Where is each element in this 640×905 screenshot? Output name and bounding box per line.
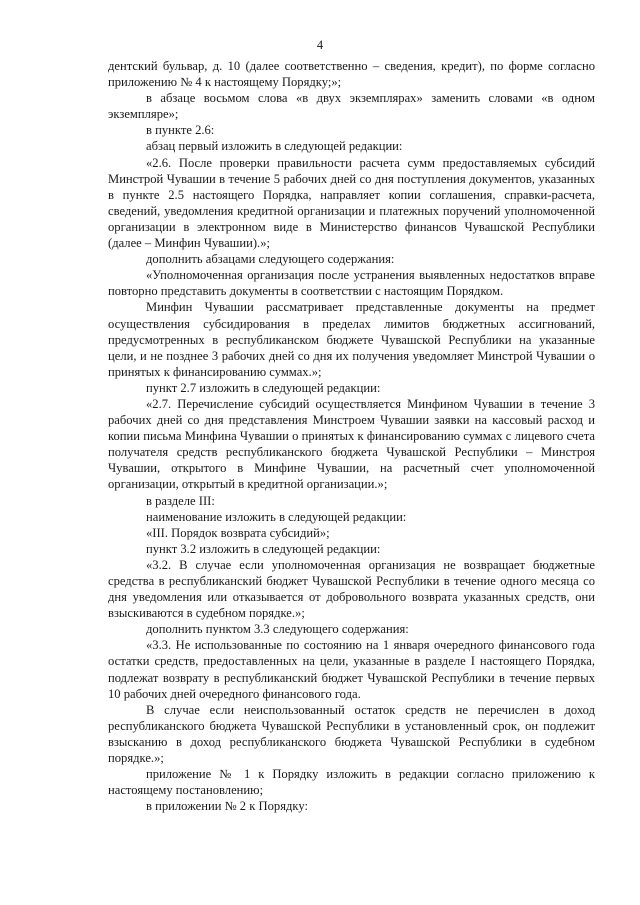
paragraph: дополнить пунктом 3.3 следующего содержания: <box>146 622 409 637</box>
paragraph: наименование изложить в следующей редакции: <box>146 509 407 524</box>
paragraph: «Уполномоченная организация после устранения выявленных недостатков вправе повторно представить документы в соответствии с настоящим Порядком. <box>108 268 595 299</box>
page-number: 4 <box>316 38 324 52</box>
paragraph: в пункте 2.6: <box>146 123 215 138</box>
paragraph: пункт 3.2 изложить в следующей редакции: <box>146 541 381 556</box>
paragraph: Минфин Чувашии рассматривает представленные документы на предмет осуществления субсидирования в пределах лимитов бюджетных ассигнований, предусмотренных в республиканском бюджете Чувашской Республики на указанные цели, и не позднее 3 рабочих дней со дня их получения уведомляет Минстрой Чувашии о принятых к финансированию суммах.»; <box>108 300 595 379</box>
paragraph: приложение № 1 к Порядку изложить в редакции согласно приложению к настоящему постановлению; <box>108 767 595 798</box>
paragraph: абзац первый изложить в следующей редакции: <box>146 139 403 154</box>
paragraph: дополнить абзацами следующего содержания: <box>146 252 395 267</box>
paragraph: «2.7. Перечисление субсидий осуществляется Минфином Чувашии в течение 3 рабочих дней со дня представления Минстроем Чувашии заявки на кассовый расход и копии письма Минфина Чувашии о принятых к финансированию суммах с лицевого счета получателя средств республиканского бюджета Чувашской Республики – Минстроя Чувашии, открытого в Минфине Чувашии, на расчетный счет уполномоченной организации, открытый в кредитной организации.»; <box>108 396 595 492</box>
paragraph: в приложении № 2 к Порядку: <box>146 799 308 814</box>
paragraph: дентский бульвар, д. 10 (далее соответственно – сведения, кредит), по форме согласно приложению № 4 к настоящему Порядку;»; <box>108 59 595 90</box>
paragraph: «3.3. Не использованные по состоянию на 1 января очередного финансового года остатки средств, предоставленных на цели, указанные в разделе I настоящего Порядка, подлежат возврату в республиканский бюджет Чувашской Республики в течение первых 10 рабочих дней очередного финансового года. <box>108 638 595 701</box>
paragraph: «III. Порядок возврата субсидий»; <box>146 525 330 540</box>
paragraph: «2.6. После проверки правильности расчета сумм предоставляемых субсидий Минстрой Чувашии в течение 5 рабочих дней со дня поступления документов, указанных в пункте 2.5 настоящего Порядка, направляет копии соглашения, справки-расчета, сведений, уведомления кредитной организации и платежных поручений уполномоченной организации в электронном виде в Министерство финансов Чувашской Республики (далее – Минфин Чувашии).»; <box>108 155 595 251</box>
paragraph: «3.2. В случае если уполномоченная организация не возвращает бюджетные средства в республиканский бюджет Чувашской Республики в течение одного месяца со дня уведомления или отказывается от добровольного возврата указанных средств, они взыскиваются в судебном порядке.»; <box>108 557 595 621</box>
paragraph: В случае если неиспользованный остаток средств не перечислен в доход республиканского бюджета Чувашской Республики в установленный срок, он подлежит взысканию в доход республиканского бюджета Чувашской Республики в судебном порядке.»; <box>108 702 595 766</box>
paragraph: в абзаце восьмом слова «в двух экземплярах» заменить словами «в одном экземпляре»; <box>108 91 595 122</box>
document-body <box>108 58 595 814</box>
paragraph: в разделе III: <box>146 493 215 508</box>
paragraph: пункт 2.7 изложить в следующей редакции: <box>146 380 381 395</box>
